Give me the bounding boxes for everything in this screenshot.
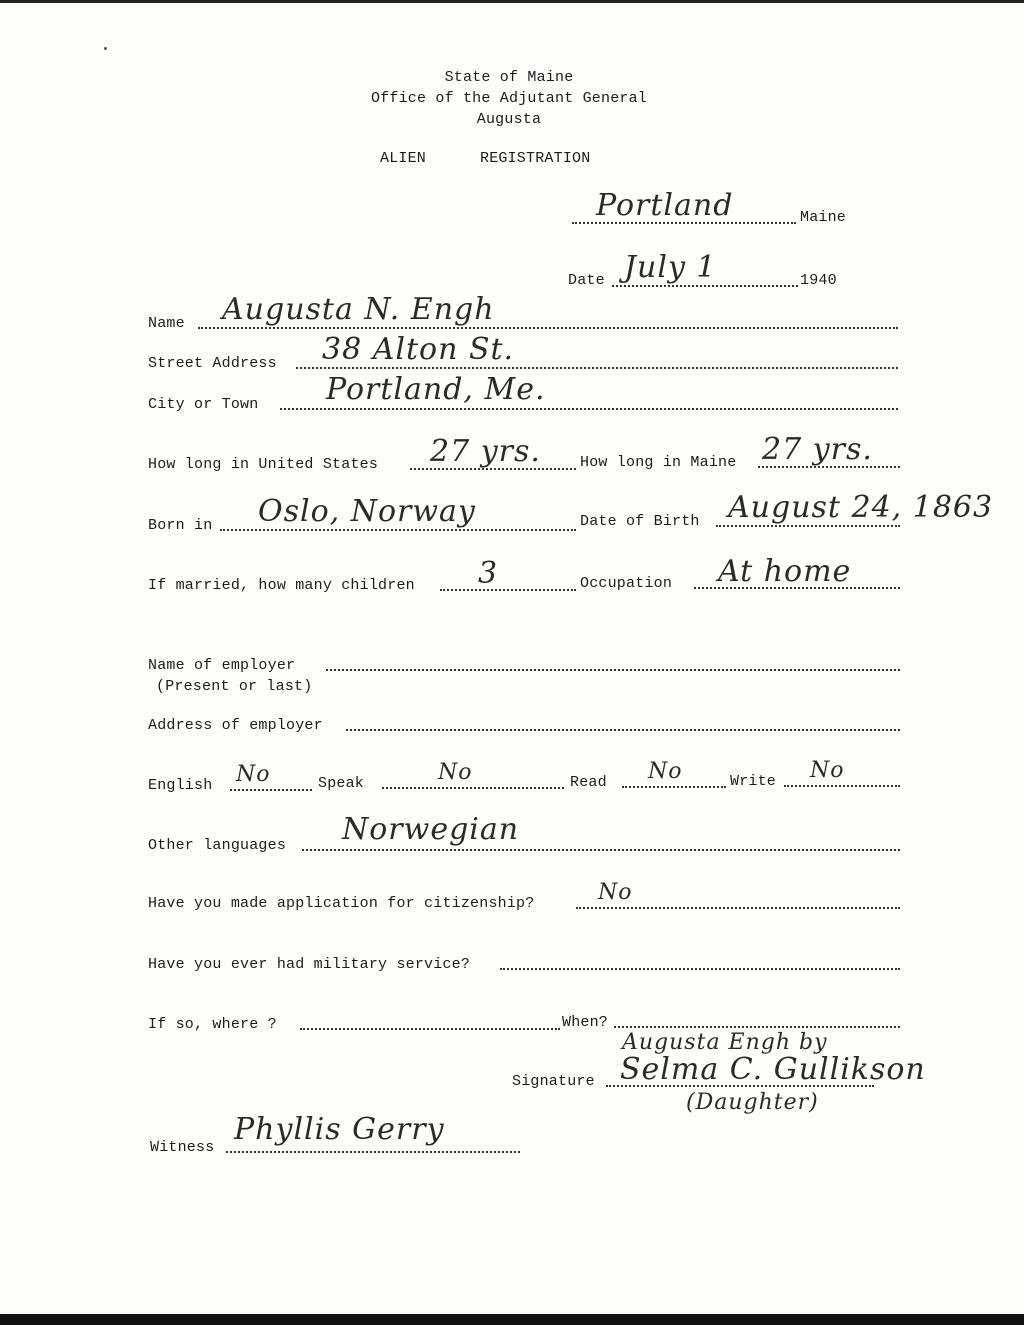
write-value: No xyxy=(810,758,845,783)
name-label: Name xyxy=(148,315,185,332)
other-lang-value: Norwegian xyxy=(342,812,520,847)
employer-sublabel: (Present or last) xyxy=(156,678,313,695)
citizenship-value: No xyxy=(598,880,633,905)
occupation-label: Occupation xyxy=(580,575,673,592)
dob-dots xyxy=(716,525,900,527)
scan-speck xyxy=(104,47,107,50)
born-dots xyxy=(220,529,576,531)
signature-line3: (Daughter) xyxy=(686,1090,819,1115)
when-dots xyxy=(614,1026,900,1028)
scan-edge-bottom xyxy=(0,1314,1024,1325)
date-value: July 1 xyxy=(624,250,717,285)
witness-label: Witness xyxy=(150,1139,215,1156)
read-dots xyxy=(622,786,726,788)
place-suffix: Maine xyxy=(800,209,847,226)
city-dots xyxy=(280,408,898,410)
header-city: Augusta xyxy=(476,111,542,128)
children-dots xyxy=(440,589,576,591)
dob-label: Date of Birth xyxy=(580,513,700,530)
english-label: English xyxy=(148,777,213,794)
where-dots xyxy=(300,1028,560,1030)
military-dots xyxy=(500,968,900,970)
born-label: Born in xyxy=(148,517,213,534)
speak-value: No xyxy=(438,760,473,785)
employer-dots xyxy=(326,669,900,671)
header-state: State of Maine xyxy=(444,69,574,86)
speak-dots xyxy=(382,787,564,789)
military-label: Have you ever had military service? xyxy=(148,956,471,973)
where-label: If so, where ? xyxy=(148,1016,277,1033)
date-year: 1940 xyxy=(800,272,837,289)
street-value: 38 Alton St. xyxy=(322,332,515,367)
signature-label: Signature xyxy=(512,1073,595,1090)
us-long-value: 27 yrs. xyxy=(430,434,541,469)
born-value: Oslo, Norway xyxy=(258,494,476,529)
us-long-label: How long in United States xyxy=(148,456,379,473)
date-label: Date xyxy=(568,272,605,289)
date-dots xyxy=(612,285,798,287)
read-value: No xyxy=(648,759,683,784)
other-lang-dots xyxy=(302,849,900,851)
witness-value: Phyllis Gerry xyxy=(234,1112,445,1147)
write-dots xyxy=(784,785,900,787)
employer-address-dots xyxy=(346,729,900,731)
title-alien: ALIEN xyxy=(380,150,427,167)
dob-value: August 24, 1863 xyxy=(728,490,994,525)
employer-address-label: Address of employer xyxy=(148,717,323,734)
read-label: Read xyxy=(570,774,607,791)
street-dots xyxy=(296,367,898,369)
employer-label: Name of employer xyxy=(148,657,296,674)
children-label: If married, how many children xyxy=(148,577,415,594)
english-dots xyxy=(230,789,312,791)
citizenship-dots xyxy=(576,907,900,909)
city-label: City or Town xyxy=(148,396,259,413)
when-label: When? xyxy=(562,1014,609,1031)
witness-dots xyxy=(226,1151,520,1153)
name-value: Augusta N. Engh xyxy=(222,292,495,327)
city-value: Portland, Me. xyxy=(326,372,546,407)
english-value: No xyxy=(236,762,271,787)
speak-label: Speak xyxy=(318,775,365,792)
signature-line2: Selma C. Gullikson xyxy=(620,1052,926,1087)
maine-long-value: 27 yrs. xyxy=(762,432,873,467)
children-value: 3 xyxy=(478,556,499,591)
title-registration: REGISTRATION xyxy=(480,150,591,167)
scan-edge-top xyxy=(0,0,1024,3)
write-label: Write xyxy=(730,773,777,790)
header-office: Office of the Adjutant General xyxy=(370,90,648,107)
citizenship-label: Have you made application for citizenship? xyxy=(148,895,535,912)
signature-line1: Augusta Engh by xyxy=(622,1030,828,1055)
occupation-value: At home xyxy=(718,554,852,589)
other-lang-label: Other languages xyxy=(148,837,287,854)
place-value: Portland xyxy=(596,188,734,223)
street-label: Street Address xyxy=(148,355,277,372)
name-dots xyxy=(198,327,898,329)
maine-long-label: How long in Maine xyxy=(580,454,737,471)
